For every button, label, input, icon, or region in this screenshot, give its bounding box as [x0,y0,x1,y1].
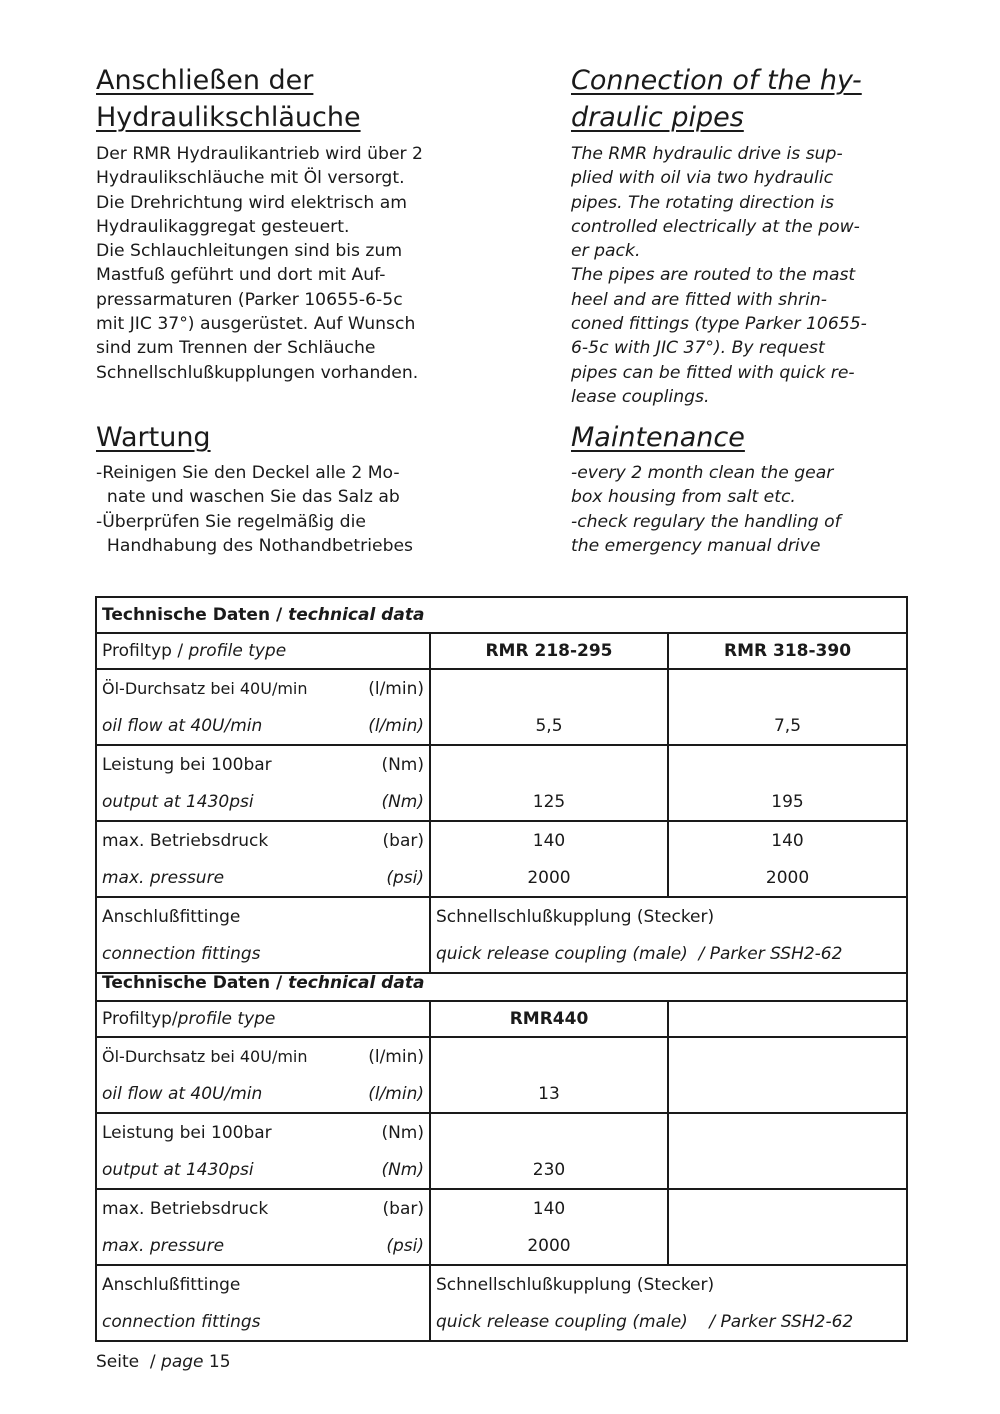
oil-flow-de: Öl-Durchsatz bei 40U/min [102,1047,308,1066]
table-cell [430,1113,668,1189]
german-heading-maintenance: Wartung [96,422,211,453]
pressure-de: max. Betriebsdruck [102,1198,269,1219]
german-maintenance-section [96,419,441,558]
technical-data-table-2 [95,966,908,1342]
table-cell [668,669,907,745]
output-value: 125 [532,791,566,812]
column-header: RMR 318-390 [668,633,907,669]
list-item: box housing from salt etc. [571,487,796,508]
unit: (Nm) [381,1159,424,1180]
row-label [96,1113,430,1189]
german-maintenance-list [96,461,441,558]
row-label [96,669,430,745]
pressure-en: max. pressure [102,1235,225,1256]
unit: (Nm) [381,791,424,812]
pressure-bar-value: 140 [532,1198,566,1219]
pressure-en: max. pressure [102,867,225,888]
oil-flow-de: Öl-Durchsatz bei 40U/min [102,679,308,698]
english-maintenance-list [571,461,916,558]
column-header: RMR 218-295 [430,633,668,669]
list-item: -Reinigen Sie den Deckel alle 2 Mo- [96,463,400,483]
oil-flow-value: 13 [538,1083,560,1104]
unit: (bar) [382,830,424,851]
table-cell [430,669,668,745]
table-header-row [96,633,907,669]
list-item: -check regulary the handling of [571,511,841,532]
technical-data-table-1 [95,596,908,974]
row-label [96,1189,430,1265]
connection-value-en: quick release coupling (male) / Parker SSH2-62 [436,1311,854,1332]
connection-value-en: quick release coupling (male) / Parker SSH2-62 [436,943,843,964]
table-cell [430,1037,668,1113]
list-item: -every 2 month clean the gear [571,463,834,483]
table-title [96,966,907,1001]
oil-flow-value: 7,5 [773,715,802,736]
pressure-psi-value: 2000 [527,867,571,888]
output-de: Leistung bei 100bar [102,1122,272,1143]
pressure-bar-value: 140 [771,830,804,851]
unit: (l/min) [368,678,424,699]
pressure-de: max. Betriebsdruck [102,830,269,851]
page-footer [96,1352,231,1372]
table-row [96,1037,907,1113]
connection-value-de: Schnellschlußkupplung (Stecker) [436,906,715,927]
german-column [96,62,441,385]
list-item: the emergency manual drive [571,535,821,556]
output-en: output at 1430psi [102,1159,254,1180]
german-heading-connection: Anschließen der Hydraulikschläuche [96,65,361,133]
unit: (psi) [386,867,424,888]
table-header-row [96,1001,907,1037]
footer-seite: Seite / [96,1352,162,1372]
unit: (l/min) [368,715,424,736]
row-label [96,745,430,821]
connection-en: connection fittings [102,1311,261,1332]
profile-label-en: profile type [188,641,287,661]
table-cell [668,1189,907,1265]
footer-page: page [161,1352,204,1372]
table-cell [668,1037,907,1113]
output-en: output at 1430psi [102,791,254,812]
column-header: RMR440 [430,1001,668,1037]
table-row [96,1265,907,1341]
oil-flow-value: 5,5 [535,715,563,736]
page-number: 15 [203,1352,231,1372]
pressure-bar-value: 140 [532,830,566,851]
german-paragraph-connection: Der RMR Hydraulikantrieb wird über 2 Hydraulikschläuche mit Öl versorgt. Die Drehrichtung wird elektrisch am Hydraulikaggregat gesteuert. Die Schlauchleitungen sind bis zum Mastfuß geführt und dort mit Auf- pressarmaturen (Parker 10655-6-5c mit JIC 37°) ausgerüstet. Auf Wunsch sind zum Trennen der Schläuche Schnellschlußkupplungen vorhanden. [96,144,423,383]
connection-value-de: Schnellschlußkupplung (Stecker) [436,1274,715,1295]
table-cell [430,1189,668,1265]
title-english: technical data [288,605,425,625]
output-de: Leistung bei 100bar [102,754,272,775]
table-cell [430,745,668,821]
english-heading-connection: Connection of the hy- draulic pipes [571,65,862,133]
unit: (Nm) [381,1122,424,1143]
english-column [571,62,916,409]
table-cell [430,1265,907,1341]
list-item: Handhabung des Nothandbetriebes [96,535,414,556]
unit: (psi) [386,1235,424,1256]
profile-label-de: Profiltyp / [102,641,189,661]
oil-flow-en: oil flow at 40U/min [102,1083,263,1104]
row-label [96,821,430,897]
english-paragraph-connection: The RMR hydraulic drive is sup- plied with oil via two hydraulic pipes. The rotating direction is controlled electrically at the pow- er pack. The pipes are routed to the mast heel and are fitted with shrin- coned fittings (type Parker 10655- 6-5c with JIC 37°). By request pipes can be fitted with quick re- lease couplings. [571,144,867,407]
unit: (l/min) [368,1083,424,1104]
table-cell [430,821,668,897]
unit: (l/min) [368,1046,424,1067]
table-cell [668,745,907,821]
row-label [96,1037,430,1113]
row-label [96,1265,430,1341]
pressure-psi-value: 2000 [765,867,810,888]
connection-en: connection fittings [102,943,261,964]
table-cell [430,897,907,973]
connection-de: Anschlußfittinge [102,906,241,927]
table-title-row [96,597,907,633]
output-value: 195 [771,791,804,812]
connection-de: Anschlußfittinge [102,1274,241,1295]
unit: (Nm) [381,754,424,775]
table-cell [668,1113,907,1189]
title-german: Technische Daten / [102,973,289,993]
table-row [96,669,907,745]
profile-label-en: profile type [177,1009,276,1029]
table-row [96,745,907,821]
table-cell [668,1001,907,1037]
title-german: Technische Daten / [102,605,289,625]
profile-label [96,1001,430,1037]
list-item: -Überprüfen Sie regelmäßig die [96,511,366,532]
row-label [96,897,430,973]
english-maintenance-section [571,419,916,558]
list-item: nate und waschen Sie das Salz ab [96,487,400,508]
profile-label [96,633,430,669]
table-row [96,1113,907,1189]
unit: (bar) [382,1198,424,1219]
pressure-psi-value: 2000 [527,1235,571,1256]
table-row [96,821,907,897]
english-heading-maintenance: Maintenance [571,422,745,453]
profile-label-de: Profiltyp/ [102,1009,178,1029]
table-cell [668,821,907,897]
table-title [96,597,907,633]
output-value: 230 [532,1159,566,1180]
table-row [96,897,907,973]
table-row [96,1189,907,1265]
title-english: technical data [288,973,425,993]
oil-flow-en: oil flow at 40U/min [102,715,263,736]
table-title-row [96,966,907,1001]
